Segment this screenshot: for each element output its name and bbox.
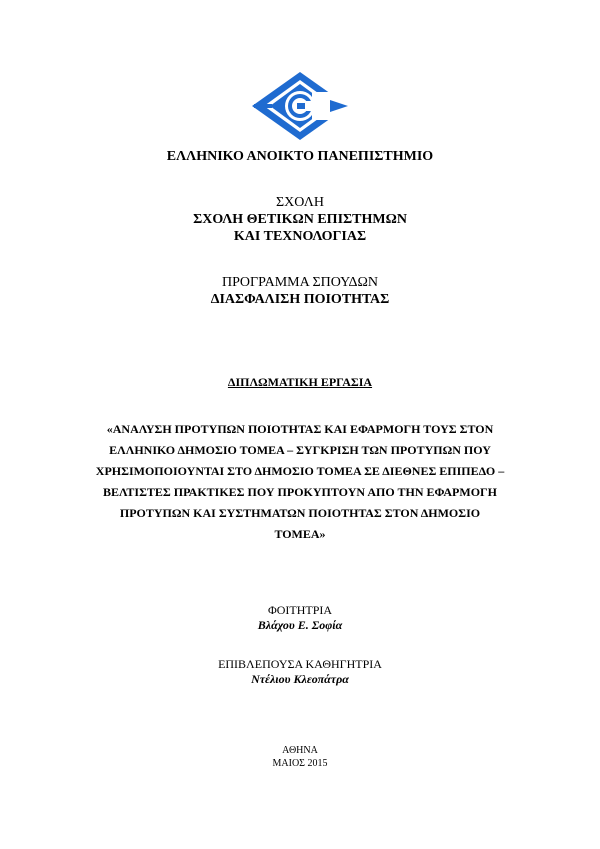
program-heading: ΠΡΟΓΡΑΜΜΑ ΣΠΟΥΔΩΝ: [221, 275, 378, 290]
university-name-text: ΕΛΛΗΝΙΚΟ ΑΝΟΙΚΤΟ ΠΑΝΕΠΙΣΤΗΜΙΟ: [166, 149, 434, 164]
school-block: [60, 194, 540, 245]
supervisor-label: ΕΠΙΒΛΕΠΟΥΣΑ ΚΑΘΗΓΗΤΡΙΑ: [218, 657, 382, 671]
thesis-title-line-2: ΕΛΛΗΝΙΚΟ ΔΗΜΟΣΙΟ ΤΟΜΕΑ – ΣΥΓΚΡΙΣΗ ΤΩΝ ΠΡΟΤΥΠΩΝ ΠΟΥ: [109, 443, 491, 457]
thesis-label-text: ΔΙΠΛΩΜΑΤΙΚΗ ΕΡΓΑΣΙΑ: [227, 375, 373, 389]
city: ΑΘΗΝΑ: [282, 745, 318, 756]
thesis-title-line-4: ΒΕΛΤΙΣΤΕΣ ΠΡΑΚΤΙΚΕΣ ΠΟΥ ΠΡΟΚΥΠΤΟΥΝ ΑΠΟ ΤΗΝ ΕΦΑΡΜΟΓΗ: [102, 485, 498, 499]
student-label: ΦΟΙΤΗΤΡΙΑ: [267, 603, 333, 617]
school-name-line-2: ΚΑΙ ΤΕΧΝΟΛΟΓΙΑΣ: [233, 229, 367, 244]
thesis-title-line-3: ΧΡΗΣΙΜΟΠΟΙΟΥΝΤΑΙ ΣΤΟ ΔΗΜΟΣΙΟ ΤΟΜΕΑ ΣΕ ΔΙΕΘΝΕΣ ΕΠΙΠΕΔΟ –: [95, 464, 505, 478]
date: ΜΑΙΟΣ 2015: [272, 758, 328, 769]
place-date-block: [60, 744, 540, 770]
thesis-title: [70, 419, 530, 545]
supervisor-block: [60, 657, 540, 687]
eap-logo-icon: [250, 70, 350, 142]
program-name: ΔΙΑΣΦΑΛΙΣΗ ΠΟΙΟΤΗΤΑΣ: [210, 292, 390, 307]
thesis-title-line-6: ΤΟΜΕΑ»: [274, 527, 326, 541]
thesis-label: [60, 375, 540, 390]
thesis-title-line-1: «ΑΝΑΛΥΣΗ ΠΡΟΤΥΠΩΝ ΠΟΙΟΤΗΤΑΣ ΚΑΙ ΕΦΑΡΜΟΓΗ ΤΟΥΣ ΣΤΟΝ: [106, 422, 494, 436]
supervisor-name: Ντέλιου Κλεοπάτρα: [251, 672, 349, 686]
program-block: [60, 274, 540, 308]
student-block: [60, 603, 540, 633]
school-name-line-1: ΣΧΟΛΗ ΘΕΤΙΚΩΝ ΕΠΙΣΤΗΜΩΝ: [193, 212, 407, 227]
student-name: Βλάχου Ε. Σοφία: [257, 618, 343, 632]
university-name: [60, 148, 540, 166]
thesis-title-line-5: ΠΡΟΤΥΠΩΝ ΚΑΙ ΣΥΣΤΗΜΑΤΩΝ ΠΟΙΟΤΗΤΑΣ ΣΤΟΝ ΔΗΜΟΣΙΟ: [119, 506, 481, 520]
school-heading: ΣΧΟΛΗ: [276, 195, 324, 210]
